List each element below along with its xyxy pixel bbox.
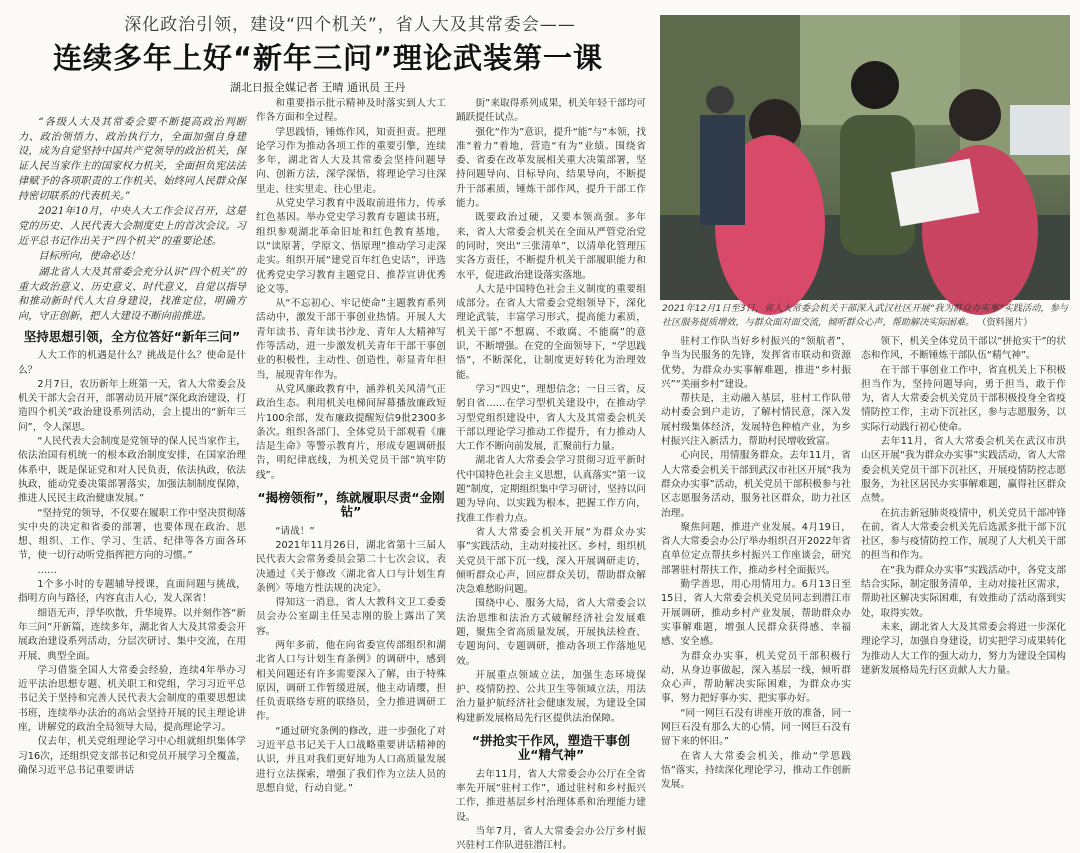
body-paragraph: 在干部干事创业工作中，省直机关上下积极担当作为，坚持问题导向，勇于担当，敢于作为，省人大常委会机关党员干部积极投身全省疫情防控工作，主动下沉社区，参与志愿服务，以实际行动践行初心使命。 bbox=[861, 364, 1066, 433]
body-paragraph: 从“不忘初心、牢记使命”主题教育系列活动中，激发干部干事创业热情。开展人大青年读书、青年读书沙龙、青年人大精神写作等活动，进一步激发机关青年干部干事创业的积极性，主动性、创造性，彰显青年担当，展现青年作为。 bbox=[256, 298, 446, 381]
column-3 bbox=[456, 97, 646, 852]
body-paragraph: …… bbox=[37, 564, 57, 576]
caption-text: 2021年12月1日至3日，省人大常委会机关干部深入武汉社区开展“我为群众办实事”实践活动，参与社区服务提质增效，与群众面对面交流，倾听群众心声，帮助解决实际困难。 bbox=[662, 303, 1068, 328]
body-paragraph: 人大工作的机遇是什么？挑战是什么？使命是什么？ bbox=[18, 350, 246, 376]
body-paragraph: “通过研究条例的修改，进一步强化了对习近平总书记关于人口战略重要讲话精神的认识，并且对我们更好地为人口高质量发展进行立法探索，增强了我们作为立法人员的思想自觉，行动自觉。” bbox=[256, 725, 446, 794]
photo-credit: （资料图片） bbox=[977, 317, 1033, 328]
byline: 湖北日报全媒记者 王晴 通讯员 王丹 bbox=[230, 81, 406, 94]
body-paragraph: 在省人大常委会机关，推动“学思践悟”落实，持续深化理论学习，推动工作创新发展。 bbox=[661, 750, 851, 791]
body-paragraph: 学习借鉴全国人大常委会经验，连续4年举办习近平法治思想专题、机关职工和党组，学习习近平总书记关于坚持和完善人民代表大会制度的重要思想读书班，连续举办法治的高站会坚持开展的民主理论讲座，讲解党的政治全局领导大局，提高理论学习。 bbox=[18, 664, 246, 734]
body-paragraph: “人民代表大会制度是党领导的保人民当家作主，依法治国有机统一的根本政治制度安排，在国家治理体系中，既是保证党和对人民负责，依法执政，依法执政，能动党委决策部署落实，加强法制制度保障，推进人民民主政治健康发展。” bbox=[18, 436, 246, 505]
lede-paragraph: 湖北省人大及其常委会充分认识“四个机关”的重大政治意义、历史意义、时代意义，自觉以指导和推动新时代人大自身建设，找准定位，明确方向，守正创新，把人大建设不断向前推进。 bbox=[18, 267, 246, 323]
body-paragraph: 开展重点领域立法，加强生态环境保护、疫情防控、公共卫生等领域立法，用法治力量护航经济社会健康发展，为建设全国构建新发展格局先行区提供法治保障。 bbox=[456, 669, 646, 724]
body-paragraph: 湖北省人大常委会学习贯彻习近平新时代中国特色社会主义思想，认真落实“第一议题”制度，定期组织集中学习研讨，坚持以问题为导向、以实践为根本，把握工作方向，找准工作着力点。 bbox=[456, 455, 646, 524]
photo-illustration bbox=[660, 15, 1070, 300]
headline: 连续多年上好“新年三问”理论武装第一课 bbox=[52, 41, 604, 75]
body-paragraph: 未来，湖北省人大及其常委会将进一步深化理论学习，加强自身建设，切实把学习成果转化为推动人大工作的强大动力，努力为建设全国构建新发展格局先行区贡献人大力量。 bbox=[861, 621, 1066, 676]
body-paragraph: “同一网巨石没有讲座开放的准备，同一网巨石没有那么大的心情，同一网巨石没有留下来的怀旧。” bbox=[661, 707, 851, 748]
column-4 bbox=[661, 335, 851, 791]
body-paragraph: 1个多小时的专题辅导授课，直面问题与挑战，指明方向与路径，内容直击人心，发人深省！ bbox=[18, 579, 246, 605]
column-1 bbox=[18, 322, 246, 776]
lede bbox=[18, 116, 246, 326]
body-paragraph: 勤学善思，用心用情用力。6月13日至15日，省人大常委会机关党员同志到潜江市开展调研，推动乡村产业发展，帮助群众办实事解难题，增强人民群众获得感、幸福感、安全感。 bbox=[661, 579, 851, 648]
body-paragraph: 强化“作为”意识，提升“能”与“本领，找准“着力”着地，营造“有为”业绩。围绕省委、省委在改革发展相关重大决策部署，坚持问题导向、目标导向、结果导向，不断提升干部素质，锤炼干部作风，提升干部工作能力。 bbox=[456, 126, 646, 210]
news-photo bbox=[660, 15, 1070, 300]
body-paragraph: 学思践悟，锤炼作风，知责担责。把理论学习作为推动各项工作的重要引擎，连续多年，湖北省人大及其常委会坚持问题导向、创新方法，深学深悟，将理论学习往深里走、往实里走、往心里走。 bbox=[256, 126, 446, 195]
body-paragraph: 人大是中国特色社会主义制度的重要组成部分。在省人大常委会党组领导下，深化理论武装，丰富学习形式，提高能力素质，机关干部“不想腐、不敢腐、不能腐”的意识，不断增强。在党的全面领导下，“学思践悟”，不断深化，让制度更好转化为治理效能。 bbox=[456, 283, 646, 381]
body-paragraph: 在“我为群众办实事”实践活动中，各党支部结合实际，制定服务清单，主动对接社区需求，帮助社区解决实际困难，有效推动了活动落到实处，取得实效。 bbox=[861, 564, 1066, 619]
body-paragraph: 去年11月，省人大常委会办公厅在全省率先开展“驻村工作”，通过驻村和乡村振兴工作，推进基层乡村治理体系和治理能力建设。 bbox=[456, 768, 646, 823]
body-paragraph: 从党风廉政教育中，涵养机关风清气正政治生态。利用机关电梯间屏幕播放廉政短片100余部，发布廉政提醒短信9批2300多条次。组织各部门、全体党员干部观看《廉洁是生命》等警示教育片，形成专题调研报告，明纪律底线，为机关党员干部“筑牢防线”。 bbox=[256, 383, 446, 481]
kicker: 深化政治引领，建设“四个机关”，省人大及其常委会—— bbox=[124, 15, 576, 35]
body-paragraph: 在抗击新冠肺炎疫情中，机关党员干部冲锋在前，省人大常委会机关先后选派多批干部下沉社区，参与疫情防控工作，展现了人大机关干部的担当和作为。 bbox=[861, 507, 1066, 562]
body-paragraph: “请战！” bbox=[275, 525, 315, 537]
body-paragraph: 2月7日，农历新年上班第一天，省人大常委会及机关干部大会召开，部署动员开展“深化政治建设，打造四个机关”政治建设系列活动，会上提出的“新年三问”，令人深思。 bbox=[18, 378, 246, 433]
lede-paragraph: 2021年10月，中央人大工作会议召开，这是党的历史、人民代表大会制度史上的首次会议。习近平总书记作出关于“四个机关”的重要论述。 bbox=[18, 206, 246, 247]
subhead-3: “拼抢实干作风，塑造干事创业“精气神” bbox=[471, 733, 631, 763]
subhead-1: 坚持思想引领，全方位答好“新年三问” bbox=[23, 329, 241, 344]
body-paragraph: 从党史学习教育中汲取前进伟力，传承红色基因。举办党史学习教育专题读书班，组织参观湖北革命旧址和红色教育基地，以“读原著，学原文、悟原理”推动学习走深走实。组织开展“建党百年红色史话”，评选优秀党史学习教育主题党日、推荐宣讲优秀论文等。 bbox=[256, 198, 446, 295]
lede-paragraph: 目标所向，使命必达！ bbox=[38, 251, 141, 263]
body-paragraph: “坚持党的领导，不仅要在履职工作中坚决贯彻落实中央的决定和省委的部署，也要体现在政治、思想、组织、工作、学习、生活、纪律等各方面各环节，使一切行动听党指挥把方向的习惯。” bbox=[18, 507, 246, 562]
body-paragraph: 街”来取得系列成果，机关年轻干部均可踊跃提任试点。 bbox=[456, 98, 646, 124]
body-paragraph: 心向民，用情服务群众。去年11月，省人大常委会机关干部到武汉市社区开展“我为群众办实事”活动，机关党员干部积极参与社区志愿服务活动，服务社区群众，助力社区治理。 bbox=[661, 450, 851, 519]
body-paragraph: 两年多前，他在向省委宣传部组织和湖北省人口与计划生育条例》的调研中，感到相关问题还有许多需要深入了解，由于特殊原因，调研工作暂缓进展，他主动请缨，担任负责联络专班的联络员，全力推进调研工作。 bbox=[256, 639, 446, 723]
body-paragraph: 为群众办实事，机关党员干部积极行动，从身边事做起，深入基层一线，倾听群众心声，帮助解决实际困难，为群众办实事，努力把好事办实、把实事办好。 bbox=[661, 650, 851, 705]
body-paragraph: 仅去年，机关党组理论学习中心组就组织集体学习16次，还组织党支部书记和党员开展学习全覆盖，确保习近平总书记重要讲话 bbox=[18, 736, 246, 776]
body-paragraph: 驻村工作队当好乡村振兴的“领航者”，争当为民服务的先锋，发挥省市联动和资源优势，为群众办实事解难题，推进“乡村振兴”“美丽乡村”建设。 bbox=[661, 336, 851, 390]
lede-paragraph: “各级人大及其常委会要不断提高政治判断力、政治领悟力、政治执行力，全面加强自身建设，成为自觉坚持中国共产党领导的政治机关，保证人民当家作主的国家权力机关，全面担负宪法法律赋予的各项职责的工作机关、始终同人民群众保持密切联系的代表机关。” bbox=[18, 117, 246, 202]
body-paragraph: 2021年11月26日，湖北省第十三届人民代表大会常务委员会第二十七次会议，表决通过《关于修改〈湖北省人口与计划生育条例〉等地方性法规的决定》。 bbox=[256, 539, 446, 594]
subhead-2: “揭榜领衔”，练就履职尽责“金刚钻” bbox=[257, 490, 445, 520]
body-paragraph: 得知这一消息，省人大教科文卫工委委员会办公室副主任吴志刚的脸上露出了笑容。 bbox=[256, 597, 446, 637]
photo-caption bbox=[662, 302, 1068, 330]
body-paragraph: 省人大常委会机关开展“为群众办实事”实践活动，主动对接社区、乡村，组织机关党员干部下沉一线，深入开展调研走访，倾听群众心声，回应群众关切，帮助群众解决急难愁盼问题。 bbox=[456, 526, 646, 596]
body-paragraph: 和重要指示批示精神及时落实到人大工作各方面和全过程。 bbox=[256, 98, 446, 124]
body-paragraph: 帮扶是，主动融入基层，驻村工作队带动村委会到户走访，了解村情民意，深入发展村级集体经济，发展特色种植产业，为乡村振兴注入新活力，帮助村民增收致富。 bbox=[661, 393, 851, 448]
body-paragraph: 既要政治过硬，又要本领高强。多年来，省人大常委会机关在全面从严管党治党的同时，突出“三张清单”，以清单化管理压实各方责任，不断提升机关干部履职能力和水平，促进政治建设落实落地。 bbox=[456, 212, 646, 281]
body-paragraph: 聚焦问题，推进产业发展。4月19日，省人大常委会办公厅举办组织召开2022年省直单位定点帮扶乡村振兴工作座谈会，研究部署驻村帮扶工作，推动乡村全面振兴。 bbox=[661, 521, 851, 576]
column-5 bbox=[861, 335, 1066, 735]
column-2 bbox=[256, 97, 446, 794]
body-paragraph: 去年11月，省人大常委会机关在武汉市洪山区开展“我为群众办实事”实践活动，省人大常委会机关党员干部下沉社区，开展疫情防控志愿服务，为社区居民办实事解难题，赢得社区群众点赞。 bbox=[861, 436, 1066, 505]
body-paragraph: 细语无声，浮华吹散，升华境界。以并刻作答“新年三问”开新篇，连续多年，湖北省人大及其常委会开展政治建设系列活动，分层次研讨、集中交流，在用开展、典型全面。 bbox=[18, 607, 246, 662]
body-paragraph: 学习“四史”，理想信念；一日三省，反躬自省……在学习型机关建设中，在推动学习型党组织建设中，省人大及其常委会机关干部以理论学习推动工作提升，有力推动人大工作不断向前发展，汇聚前行力量。 bbox=[456, 383, 646, 453]
body-paragraph: 围绕中心、服务大局，省人大常委会以法治思维和法治方式破解经济社会发展难题，聚焦全省高质量发展，开展执法检查、专题询问、专题调研，推动各项工作落地见效。 bbox=[456, 598, 646, 667]
body-paragraph: 领下，机关全体党员干部以“拼抢实干”的状态和作风，不断锤炼干部队伍“精气神”。 bbox=[861, 336, 1066, 362]
body-paragraph: 当年7月，省人大常委会办公厅乡村振兴驻村工作队进驻潜江村。 bbox=[456, 825, 646, 852]
